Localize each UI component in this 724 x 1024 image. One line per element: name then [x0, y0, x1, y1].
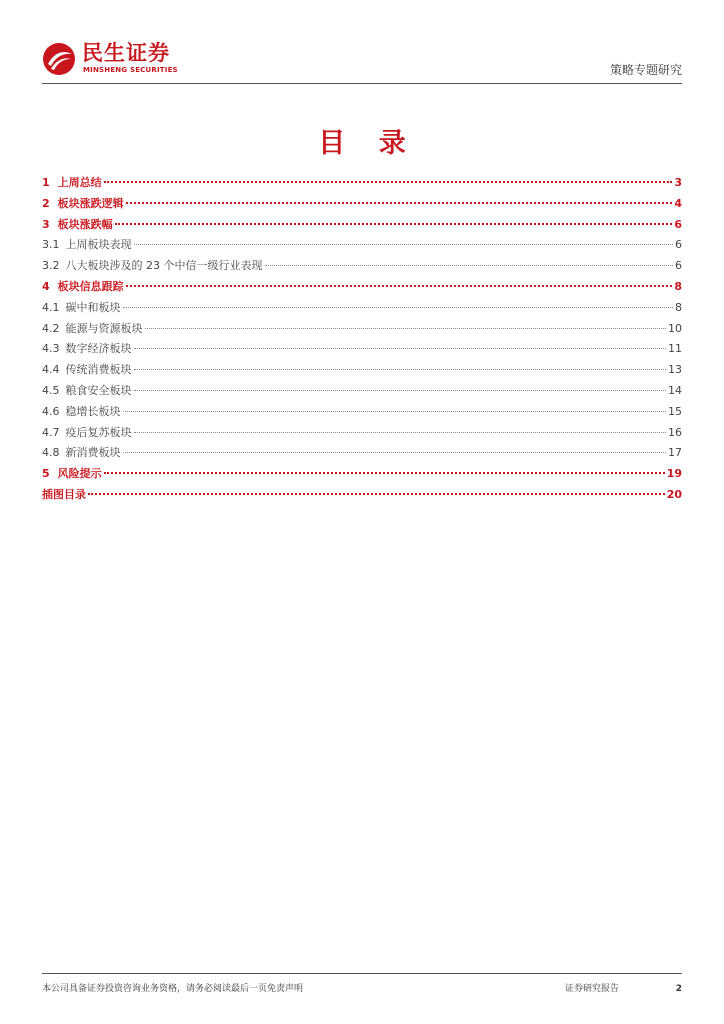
toc-entry[interactable] [42, 194, 682, 215]
table-of-contents [42, 173, 682, 506]
toc-dot-leader [265, 265, 674, 266]
toc-entry-label [42, 256, 263, 277]
page-number: 2 [675, 984, 682, 994]
toc-entry-label [42, 173, 102, 194]
toc-entry-page: 6 [674, 217, 682, 231]
toc-entry-label [42, 339, 132, 360]
toc-entry-page: 14 [668, 383, 682, 397]
page-header [42, 40, 682, 84]
toc-dot-leader [134, 369, 667, 370]
toc-entry-number: 4.5 [42, 383, 60, 397]
toc-dot-leader [123, 452, 667, 453]
toc-entry-number: 4.6 [42, 404, 60, 418]
toc-entry-number: 4.8 [42, 446, 60, 460]
toc-entry[interactable] [42, 298, 682, 319]
toc-entry-number: 2 [42, 196, 50, 210]
toc-entry-page: 6 [675, 259, 682, 273]
toc-entry-label [42, 215, 113, 236]
toc-entry-page: 17 [668, 446, 682, 460]
toc-entry-page: 13 [668, 363, 682, 377]
toc-entry-number: 3.2 [42, 259, 60, 273]
toc-entry[interactable] [42, 277, 682, 298]
toc-entry[interactable] [42, 381, 682, 402]
toc-dot-leader [126, 285, 673, 287]
minsheng-logo-icon [42, 42, 76, 76]
toc-entry-page: 6 [675, 238, 682, 252]
toc-entry-page: 16 [668, 425, 682, 439]
toc-dot-leader [126, 202, 673, 204]
toc-dot-leader [123, 307, 674, 308]
toc-dot-leader [145, 328, 667, 329]
toc-entry-title: 板块信息跟踪 [57, 279, 124, 293]
toc-entry-number: 1 [42, 176, 50, 189]
toc-dot-leader [123, 411, 667, 412]
toc-entry-page: 8 [674, 279, 682, 293]
toc-entry-page: 15 [668, 404, 682, 418]
toc-entry-title: 八大板块涉及的 23 个中信一级行业表现 [65, 259, 263, 273]
toc-dot-leader [134, 432, 667, 433]
toc-entry-label [42, 277, 124, 298]
toc-entry[interactable] [42, 215, 682, 236]
toc-entry-title: 传统消费板块 [65, 363, 132, 377]
logo-english-name: MINSHENG SECURITIES [83, 66, 178, 74]
toc-entry-label [42, 194, 124, 215]
toc-entry-number: 5 [42, 467, 50, 481]
toc-dot-leader [134, 244, 674, 245]
toc-dot-leader [134, 348, 667, 349]
toc-entry-title: 上周总结 [57, 176, 102, 189]
header-divider [42, 83, 682, 84]
toc-entry-page: 3 [674, 176, 682, 189]
toc-entry-label [42, 485, 86, 506]
toc-entry[interactable] [42, 443, 682, 464]
toc-dot-leader [104, 472, 665, 474]
toc-entry-page: 20 [666, 487, 682, 501]
toc-entry[interactable] [42, 319, 682, 340]
toc-entry-title: 新消费板块 [65, 446, 121, 460]
toc-entry-label [42, 402, 121, 423]
toc-entry[interactable] [42, 485, 682, 506]
toc-entry-title: 数字经济板块 [65, 342, 132, 356]
toc-entry[interactable] [42, 360, 682, 381]
toc-entry-label [42, 464, 102, 485]
toc-entry-label [42, 360, 132, 381]
toc-entry-title: 板块涨跌逻辑 [57, 196, 124, 210]
toc-entry-page: 19 [666, 467, 682, 481]
logo-chinese-name: 民生证券 [82, 41, 170, 65]
footer-disclaimer: 本公司具备证券投资咨询业务资格，请务必阅读最后一页免责声明 [42, 984, 304, 994]
toc-entry[interactable] [42, 235, 682, 256]
toc-entry-title: 粮食安全板块 [65, 383, 132, 397]
toc-entry-label [42, 423, 132, 444]
toc-entry-title: 板块涨跌幅 [57, 217, 113, 231]
toc-entry-number: 4.1 [42, 300, 60, 314]
toc-dot-leader [104, 181, 673, 183]
toc-entry[interactable] [42, 256, 682, 277]
toc-entry-number: 4.7 [42, 425, 60, 439]
footer-doc-type: 证券研究报告 [565, 984, 620, 994]
toc-entry-title: 上周板块表现 [65, 238, 132, 252]
report-type-label: 策略专题研究 [609, 63, 682, 77]
toc-entry-title: 能源与资源板块 [65, 321, 143, 335]
toc-entry-title: 碳中和板块 [65, 300, 121, 314]
toc-entry-label [42, 319, 143, 340]
toc-entry-title: 风险提示 [57, 467, 102, 481]
toc-entry[interactable] [42, 173, 682, 194]
toc-entry-title: 插图目录 [42, 487, 86, 501]
toc-title: 目 录 [318, 128, 418, 159]
footer-divider [42, 973, 682, 974]
toc-dot-leader [134, 390, 667, 391]
toc-entry[interactable] [42, 423, 682, 444]
toc-entry-number: 3.1 [42, 238, 60, 252]
toc-entry-label [42, 443, 121, 464]
toc-entry-title: 疫后复苏板块 [65, 425, 132, 439]
toc-dot-leader [88, 493, 665, 495]
toc-entry-title: 稳增长板块 [65, 404, 121, 418]
toc-entry[interactable] [42, 339, 682, 360]
toc-entry-number: 4.2 [42, 321, 60, 335]
toc-entry-number: 4.4 [42, 363, 60, 377]
toc-entry-label [42, 235, 132, 256]
toc-entry-page: 10 [668, 321, 682, 335]
toc-entry-page: 8 [675, 300, 682, 314]
toc-entry-label [42, 298, 121, 319]
toc-entry[interactable] [42, 464, 682, 485]
toc-entry-number: 4 [42, 279, 50, 293]
toc-entry-label [42, 381, 132, 402]
toc-entry-page: 4 [674, 196, 682, 210]
toc-entry-number: 3 [42, 217, 50, 231]
toc-entry-page: 11 [668, 342, 682, 356]
toc-entry-number: 4.3 [42, 342, 60, 356]
toc-dot-leader [115, 223, 673, 225]
toc-entry[interactable] [42, 402, 682, 423]
